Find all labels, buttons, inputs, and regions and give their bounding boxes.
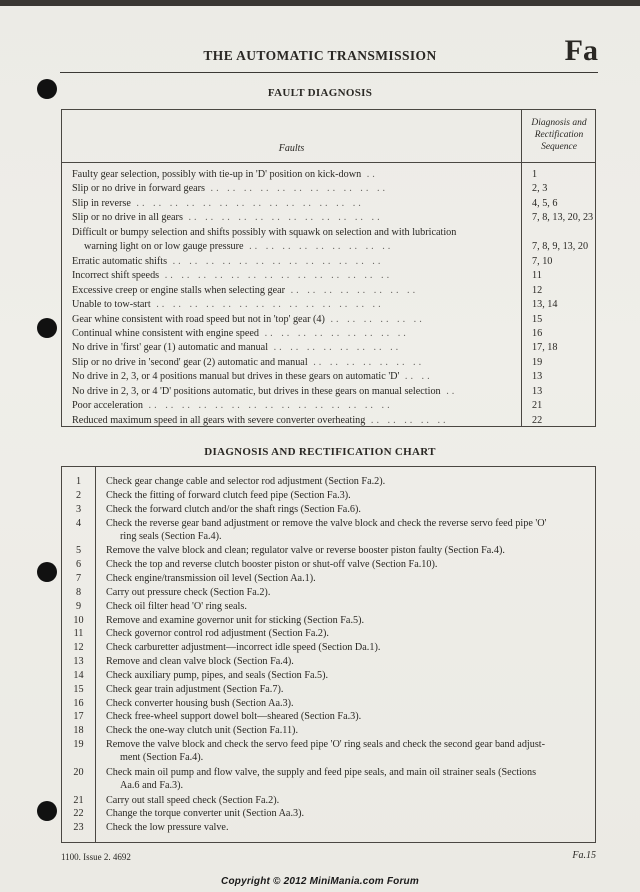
fault-text: warning light on or low gauge pressure bbox=[84, 241, 244, 253]
instruction-line: Carry out pressure check (Section Fa.2). bbox=[106, 586, 271, 598]
sequence-code: 15 bbox=[532, 313, 543, 325]
step-number: 12 bbox=[73, 642, 84, 654]
step-instruction bbox=[106, 669, 590, 682]
page-number: Fa.15 bbox=[572, 850, 596, 861]
page-title: THE AUTOMATIC TRANSMISSION bbox=[203, 48, 437, 63]
step-number: 13 bbox=[73, 656, 84, 668]
sequence-header-line: Diagnosis and bbox=[531, 118, 587, 128]
step-number: 7 bbox=[75, 572, 82, 584]
step-number: 16 bbox=[73, 697, 84, 709]
step-instruction bbox=[106, 655, 590, 668]
sequence-code: 7, 8, 13, 20, 23 bbox=[532, 212, 594, 224]
leader-dots: .. .. .. .. .. .. .. .. bbox=[285, 284, 419, 296]
leader-dots: .. .. .. .. .. .. .. .. .. .. .. .. .. bbox=[167, 255, 384, 267]
leader-dots: .. .. .. .. .. .. .. .. .. .. .. .. .. .. bbox=[150, 299, 384, 311]
leader-dots: .. bbox=[361, 169, 378, 180]
leader-dots: .. .. .. .. .. .. .. bbox=[307, 356, 425, 368]
rectification-chart bbox=[61, 466, 596, 843]
step-instruction bbox=[106, 586, 590, 599]
fault-description bbox=[72, 255, 512, 268]
leader-dots: .. .. .. .. .. .. .. .. .. .. .. .. bbox=[182, 212, 383, 224]
fault-description bbox=[72, 226, 512, 239]
instruction-line: Check oil filter head 'O' ring seals. bbox=[106, 600, 247, 612]
instruction-line: Check the fitting of forward clutch feed pipe (Section Fa.3). bbox=[106, 489, 351, 501]
sequence-code: 12 bbox=[532, 284, 543, 296]
step-number: 22 bbox=[73, 808, 84, 820]
column-divider bbox=[521, 110, 522, 426]
fault-description bbox=[72, 356, 512, 369]
sequence-code: 19 bbox=[532, 356, 543, 368]
instruction-line: Check engine/transmission oil level (Section Aa.1). bbox=[106, 572, 316, 584]
step-instruction bbox=[106, 683, 590, 696]
step-number: 14 bbox=[73, 669, 84, 681]
step-number: 2 bbox=[75, 489, 82, 501]
instruction-line: Remove and examine governor unit for sticking (Section Fa.5). bbox=[106, 614, 365, 626]
sequence-code: 17, 18 bbox=[532, 342, 558, 354]
fault-table bbox=[61, 109, 596, 427]
fault-description bbox=[72, 269, 512, 282]
fault-text: Difficult or bumpy selection and shifts possibly with squawk on selection and with lubrication bbox=[72, 226, 457, 238]
instruction-line: Check the low pressure valve. bbox=[106, 822, 229, 834]
instruction-line: Check the one-way clutch unit (Section Fa.11). bbox=[106, 725, 299, 737]
fault-text: No drive in 'first' gear (1) automatic and manual bbox=[72, 342, 269, 354]
binder-hole bbox=[37, 562, 57, 582]
step-number: 6 bbox=[75, 559, 82, 571]
fault-description bbox=[72, 211, 512, 224]
fault-description bbox=[72, 341, 512, 354]
fault-text: Slip in reverse bbox=[72, 197, 131, 209]
step-instruction bbox=[106, 724, 590, 737]
step-instruction bbox=[106, 489, 590, 502]
fault-text: Unable to tow-start bbox=[72, 299, 151, 311]
instruction-line: Check gear change cable and selector rod adjustment (Section Fa.2). bbox=[106, 476, 386, 487]
leader-dots: .. .. bbox=[399, 371, 433, 383]
fault-text: Continual whine consistent with engine speed bbox=[72, 327, 260, 339]
step-instruction bbox=[106, 544, 590, 557]
instruction-line: Remove the valve block and check the servo feed pipe 'O' ring seals and check the second gear band adjust- bbox=[106, 739, 546, 751]
sequence-code: 13 bbox=[532, 385, 543, 397]
instruction-line: Aa.6 and Fa.3). bbox=[120, 779, 184, 791]
leader-dots: .. .. .. .. .. .. .. .. .. .. .. .. .. .. bbox=[159, 270, 393, 282]
sequence-code: 16 bbox=[532, 327, 543, 339]
fault-description bbox=[72, 385, 512, 398]
sequence-code: 1 bbox=[532, 169, 538, 180]
fault-text: Excessive creep or engine stalls when selecting gear bbox=[72, 284, 286, 296]
step-number: 20 bbox=[73, 766, 84, 778]
fault-text: Slip or no drive in 'second' gear (2) automatic and manual bbox=[72, 356, 308, 368]
copyright-watermark: Copyright © 2012 MiniMania.com Forum bbox=[221, 876, 419, 887]
chart-heading: DIAGNOSIS AND RECTIFICATION CHART bbox=[204, 446, 436, 458]
instruction-line: Check gear train adjustment (Section Fa.7). bbox=[106, 683, 284, 695]
instruction-line: Check auxiliary pump, pipes, and seals (Section Fa.5). bbox=[106, 669, 329, 681]
sequence-column-header bbox=[522, 117, 596, 153]
step-number: 8 bbox=[75, 586, 82, 598]
step-instruction bbox=[106, 475, 590, 488]
instruction-line: Remove the valve block and clean; regulator valve or reverse booster piston faulty (Section Fa.4). bbox=[106, 545, 505, 557]
fault-description bbox=[72, 182, 512, 195]
instruction-line: Remove and clean valve block (Section Fa.4). bbox=[106, 656, 294, 668]
sequence-code: 21 bbox=[532, 400, 543, 412]
sequence-code: 4, 5, 6 bbox=[532, 197, 558, 209]
leader-dots: .. .. .. .. .. .. bbox=[324, 313, 425, 325]
issue-number: 1100. Issue 2. 4692 bbox=[61, 852, 131, 862]
leader-dots: .. bbox=[440, 385, 458, 397]
step-number: 21 bbox=[73, 794, 84, 806]
step-instruction bbox=[106, 572, 590, 585]
fault-text: No drive in 2, 3, or 4 positions manual but drives in these gears on automatic 'D' bbox=[72, 371, 400, 383]
step-instruction bbox=[106, 558, 590, 571]
column-divider bbox=[95, 467, 96, 842]
fault-description bbox=[72, 414, 512, 427]
sequence-code: 13 bbox=[532, 371, 543, 383]
instruction-line: ment (Section Fa.4). bbox=[120, 752, 204, 764]
leader-dots: .. .. .. .. .. .. .. .. .. bbox=[259, 327, 409, 339]
sequence-code: 22 bbox=[532, 414, 543, 426]
step-instruction bbox=[106, 710, 590, 723]
sequence-code: 7, 8, 9, 13, 20 bbox=[532, 241, 589, 253]
step-number: 1 bbox=[75, 476, 82, 487]
step-instruction bbox=[106, 766, 590, 792]
leader-dots: .. .. .. .. .. bbox=[365, 414, 449, 426]
binder-hole bbox=[37, 318, 57, 338]
section-code: Fa bbox=[564, 34, 598, 67]
fault-text: Reduced maximum speed in all gears with severe converter overheating bbox=[72, 414, 366, 426]
step-number: 11 bbox=[73, 628, 84, 640]
sequence-code: 2, 3 bbox=[532, 183, 548, 195]
step-instruction bbox=[106, 627, 590, 640]
instruction-line: Check governor control rod adjustment (Section Fa.2). bbox=[106, 628, 329, 640]
fault-description bbox=[72, 298, 512, 311]
step-instruction bbox=[106, 697, 590, 710]
fault-text: No drive in 2, 3, or 4 'D' positions automatic, but drives in these gears on manual selection bbox=[72, 385, 441, 397]
step-number: 5 bbox=[75, 545, 82, 557]
instruction-line: Carry out stall speed check (Section Fa.2). bbox=[106, 794, 280, 806]
fault-text: Slip or no drive in all gears bbox=[72, 212, 183, 224]
fault-description bbox=[72, 168, 512, 181]
instruction-line: Check main oil pump and flow valve, the supply and feed pipe seals, and main oil strainer seals (Sections bbox=[106, 766, 537, 778]
fault-description bbox=[72, 327, 512, 340]
leader-dots: .. .. .. .. .. .. .. .. .. .. .. bbox=[204, 183, 389, 195]
step-instruction bbox=[106, 794, 590, 807]
leader-dots: .. .. .. .. .. .. .. .. bbox=[268, 342, 402, 354]
fault-description bbox=[72, 370, 512, 383]
step-instruction bbox=[106, 807, 590, 820]
fault-text: Slip or no drive in forward gears bbox=[72, 183, 205, 195]
instruction-line: Change the torque converter unit (Section Aa.3). bbox=[106, 808, 305, 820]
step-number: 18 bbox=[73, 725, 84, 737]
sequence-header-line: Sequence bbox=[541, 142, 577, 152]
step-number: 10 bbox=[73, 614, 84, 626]
instruction-line: Check the reverse gear band adjustment or remove the valve block and check the reverse servo feed pipe 'O' bbox=[106, 517, 547, 529]
step-number: 4 bbox=[75, 517, 82, 529]
header-divider bbox=[60, 72, 598, 73]
faults-column-header: Faults bbox=[278, 143, 305, 154]
step-instruction bbox=[106, 641, 590, 654]
step-number: 23 bbox=[73, 822, 84, 834]
instruction-line: Check the top and reverse clutch booster piston or shut-off valve (Section Fa.10). bbox=[106, 559, 438, 571]
fault-diagnosis-heading: FAULT DIAGNOSIS bbox=[267, 87, 373, 99]
scan-top-edge bbox=[0, 0, 640, 6]
instruction-line: Check converter housing bush (Section Aa.3). bbox=[106, 697, 294, 709]
fault-text: Poor acceleration bbox=[72, 400, 143, 412]
step-number: 17 bbox=[73, 711, 84, 723]
fault-description bbox=[72, 197, 512, 210]
step-number: 3 bbox=[75, 503, 82, 515]
instruction-line: Check the forward clutch and/or the shaft rings (Section Fa.6). bbox=[106, 503, 361, 515]
fault-description bbox=[72, 313, 512, 326]
step-instruction bbox=[106, 821, 590, 834]
fault-description bbox=[84, 240, 524, 253]
step-instruction bbox=[106, 517, 590, 543]
leader-dots: .. .. .. .. .. .. .. .. .. .. .. .. .. .. .. bbox=[143, 400, 393, 412]
instruction-line: Check carburetter adjustment—incorrect idle speed (Section Da.1). bbox=[106, 642, 381, 654]
fault-text: Faulty gear selection, possibly with tie-up in 'D' position on kick-down bbox=[72, 169, 362, 180]
instruction-line: ring seals (Section Fa.4). bbox=[120, 530, 222, 542]
sequence-code: 7, 10 bbox=[532, 255, 553, 267]
step-number: 19 bbox=[73, 739, 84, 751]
fault-text: Gear whine consistent with road speed but not in 'top' gear (4) bbox=[72, 313, 325, 325]
step-instruction bbox=[106, 614, 590, 627]
sequence-header-line: Rectification bbox=[534, 130, 584, 140]
fault-text: Incorrect shift speeds bbox=[72, 270, 160, 282]
header-divider bbox=[62, 162, 595, 163]
step-instruction bbox=[106, 503, 590, 516]
fault-description bbox=[72, 399, 512, 412]
step-instruction bbox=[106, 600, 590, 613]
step-number: 9 bbox=[75, 600, 82, 612]
step-instruction bbox=[106, 738, 590, 764]
leader-dots: .. .. .. .. .. .. .. .. .. bbox=[243, 241, 394, 253]
sequence-code: 11 bbox=[532, 270, 542, 282]
binder-hole bbox=[37, 801, 57, 821]
step-number: 15 bbox=[73, 683, 84, 695]
fault-description bbox=[72, 284, 512, 297]
sequence-code: 13, 14 bbox=[532, 299, 558, 311]
fault-text: Erratic automatic shifts bbox=[72, 255, 168, 267]
instruction-line: Check free-wheel support dowel bolt—sheared (Section Fa.3). bbox=[106, 711, 362, 723]
leader-dots: .. .. .. .. .. .. .. .. .. .. .. .. .. .. bbox=[130, 197, 364, 209]
